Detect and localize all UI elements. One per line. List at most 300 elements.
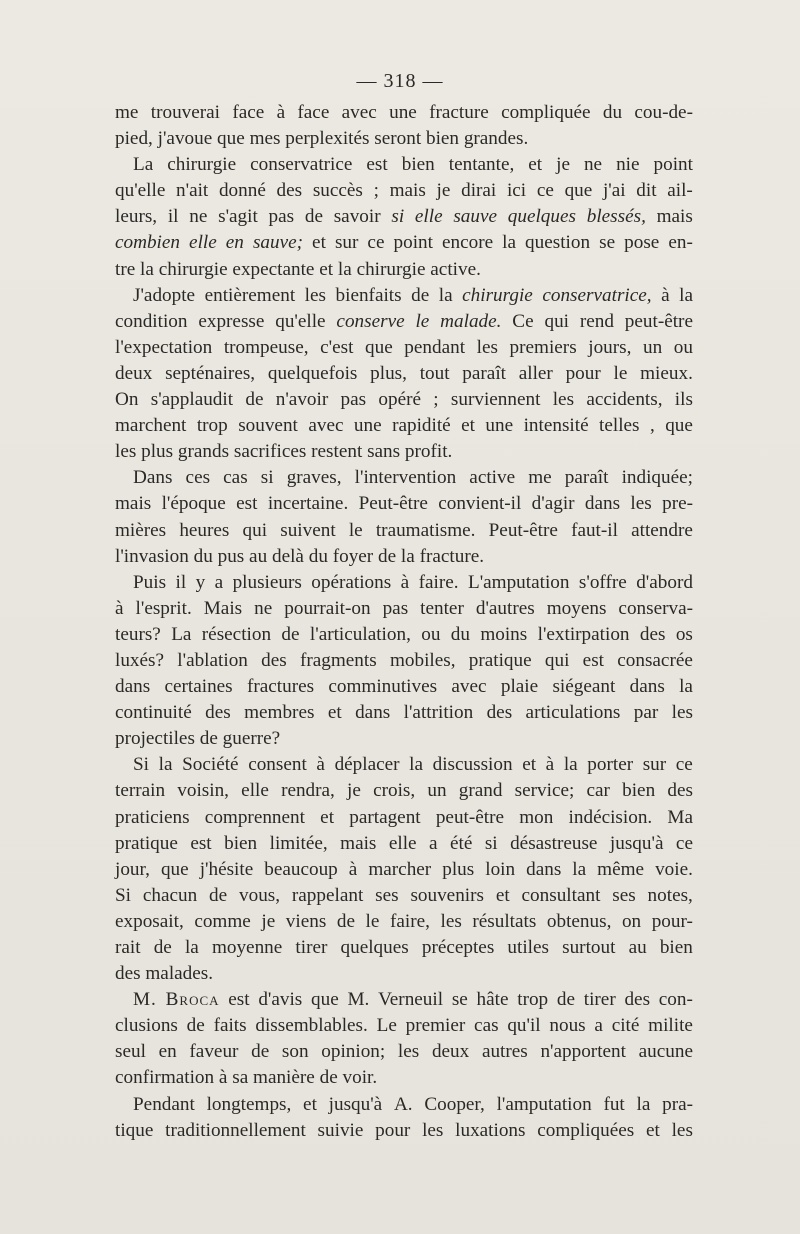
word: elle (414, 206, 443, 228)
text-line (115, 465, 693, 491)
word: est (236, 493, 258, 515)
word: nie (616, 154, 640, 176)
word: milite (648, 1015, 693, 1037)
word: M. (347, 989, 370, 1011)
word: Si (133, 754, 150, 776)
word: chirurgie (462, 284, 533, 306)
word: un (427, 780, 447, 802)
word: si (484, 832, 498, 854)
text-line (115, 805, 693, 831)
word: ; (433, 389, 439, 411)
text-line (115, 831, 693, 857)
word: exposait, (115, 910, 184, 932)
word: membres (244, 702, 315, 724)
word: il (167, 206, 179, 228)
word: praticiens (115, 806, 190, 828)
text-line (115, 648, 693, 674)
word: déplacer (334, 754, 400, 776)
word: plus (442, 858, 475, 880)
word: du (308, 545, 333, 567)
word: a (594, 1015, 603, 1037)
word: la (679, 676, 693, 698)
word: consent (248, 754, 307, 776)
word: chirurgie (356, 258, 431, 280)
word: au (249, 545, 272, 567)
word: les (476, 336, 498, 358)
word: est (366, 154, 388, 176)
word: cou-de- (634, 102, 693, 123)
text-line (115, 178, 693, 204)
word: faire. (418, 571, 459, 593)
word: qu'elle (275, 310, 326, 332)
word: avec (341, 102, 377, 123)
word: chacun (142, 884, 198, 906)
word: n'ait (176, 180, 209, 202)
word: entièrement (204, 284, 296, 306)
word: confirmation (115, 1067, 219, 1089)
word: point (653, 154, 693, 176)
word: et (495, 884, 510, 906)
word: si (391, 206, 405, 228)
word: qu'il (507, 1015, 541, 1037)
word: ce (536, 180, 554, 202)
word: mières (115, 519, 167, 541)
word: marchent (115, 415, 187, 437)
word: pose (624, 232, 660, 254)
word: compliquées (537, 1119, 635, 1141)
word: de (251, 1041, 270, 1063)
word: s'offre (578, 571, 627, 593)
word: mobiles, (389, 649, 456, 671)
word: ne (189, 206, 208, 228)
word: les (397, 1041, 420, 1063)
word: résection (201, 623, 272, 645)
word: que (217, 128, 250, 150)
word: par (633, 702, 659, 724)
word: elle (388, 832, 417, 854)
word: est (190, 832, 212, 854)
word: dans (584, 493, 621, 515)
word: succès (312, 180, 363, 202)
text-line (115, 335, 693, 361)
word: je (261, 910, 276, 932)
word: que (564, 180, 593, 202)
word: la (409, 754, 424, 776)
word: dissemblables. (255, 1015, 368, 1037)
word: des (205, 702, 231, 724)
word: souvenirs (410, 884, 484, 906)
word: intensité (523, 415, 589, 437)
word: jusqu'à (609, 832, 664, 854)
word: en (225, 232, 244, 254)
word: pas (268, 206, 295, 228)
word: dans (115, 676, 151, 698)
word: fracture. (419, 545, 485, 567)
word: La (133, 154, 154, 176)
word: suivie (317, 1119, 364, 1141)
word: active (469, 467, 516, 489)
word: con- (658, 989, 693, 1011)
text-line (115, 752, 693, 778)
word: chirurgie (158, 258, 233, 280)
word: sur (334, 232, 359, 254)
word: consacrée (617, 649, 693, 671)
text-line (115, 596, 693, 622)
word: premier (405, 1015, 466, 1037)
text-line (115, 622, 693, 648)
word: faveur (189, 1041, 239, 1063)
word: c'est (320, 336, 354, 358)
word: viens (285, 910, 327, 932)
word: trop (196, 415, 228, 437)
word: et (461, 415, 475, 437)
text-line (115, 257, 693, 283)
word: car (586, 780, 610, 802)
word: Dans (133, 467, 173, 489)
word: encore (441, 232, 494, 254)
word: des (639, 623, 666, 645)
word: voir. (342, 1067, 378, 1089)
text-line (115, 230, 693, 256)
word: Pendant (133, 1093, 195, 1115)
word: et (645, 1119, 660, 1141)
word: siégeant (552, 676, 616, 698)
word: rendra, (281, 780, 335, 802)
word: la (184, 937, 199, 958)
word: rait (115, 937, 141, 958)
word: blessés, (586, 206, 646, 228)
word: ces (185, 467, 211, 489)
speaker-name: M. (133, 989, 157, 1011)
word: pendant (404, 336, 466, 358)
word: telles (599, 415, 640, 437)
text-line (115, 909, 693, 935)
word: de (556, 989, 576, 1011)
word: à (545, 754, 555, 776)
word: teurs? (115, 623, 161, 645)
word: mais (656, 206, 693, 228)
word: j'hésite (199, 858, 254, 880)
word: aucune (638, 1041, 693, 1063)
word: tenter (420, 597, 464, 619)
word: certaines (164, 676, 233, 698)
word: qu'elle (115, 180, 166, 202)
word: manière (253, 1067, 320, 1089)
word: faits (213, 1015, 247, 1037)
word: pra- (662, 1093, 693, 1115)
word: autres (481, 1041, 528, 1063)
word: comme (194, 910, 251, 932)
word: que (311, 989, 339, 1011)
word: l'expectation (115, 336, 213, 358)
word: On (115, 389, 139, 411)
word: une (353, 415, 382, 437)
word: bienfaits (335, 284, 402, 306)
word: expectante (232, 258, 320, 280)
word: utiles (507, 937, 549, 958)
word: cas (474, 1015, 499, 1037)
word: donné (218, 180, 266, 202)
word: A. (393, 1093, 413, 1115)
word: Cooper, (424, 1093, 485, 1115)
word: en (158, 1041, 177, 1063)
word: tout (419, 362, 450, 384)
word: mais (115, 493, 152, 515)
word: articulations (525, 702, 621, 724)
word: crois, (373, 780, 416, 802)
text-line (115, 126, 693, 152)
word: pratique (468, 649, 532, 671)
word: ne (583, 154, 603, 176)
word: beaucoup (264, 858, 338, 880)
word: condition (115, 310, 188, 332)
word: la (572, 858, 587, 880)
word: me (115, 102, 139, 123)
word: luxés? (115, 649, 165, 671)
word: à (316, 754, 325, 776)
word: nous (549, 1015, 586, 1037)
word: moins (480, 623, 528, 645)
word: des (115, 963, 146, 985)
word: pratique (115, 832, 178, 854)
word: et (528, 154, 543, 176)
word: Si (115, 884, 132, 906)
word: deux (115, 362, 153, 384)
text-line (115, 674, 693, 700)
word: les (304, 284, 326, 306)
word: heures (179, 519, 230, 541)
word: convient-il (438, 493, 522, 515)
word: et (522, 754, 537, 776)
word: savoir (333, 206, 381, 228)
word: projectiles (115, 728, 200, 750)
word: grand (458, 780, 503, 802)
word: guerre? (222, 728, 281, 750)
word: la (158, 754, 173, 776)
word: grandes. (463, 128, 529, 150)
word: une (389, 102, 417, 123)
word: surviennent (450, 389, 541, 411)
word: l'invasion (115, 545, 194, 567)
word: pour- (651, 910, 693, 932)
text-line (115, 544, 693, 570)
word: graves, (286, 467, 342, 489)
word: elle (189, 232, 217, 254)
word: avec (451, 676, 487, 698)
word: préceptes (421, 937, 495, 958)
word: La (171, 623, 192, 645)
word: et (327, 702, 342, 724)
word: active. (430, 258, 481, 280)
word: le (348, 519, 363, 541)
word: rapidité (392, 415, 451, 437)
word: pas (382, 597, 409, 619)
word: la (679, 284, 693, 306)
word: suivent (280, 519, 336, 541)
word: faire, (389, 910, 430, 932)
word: peut-être (624, 310, 693, 332)
word: hâte (476, 989, 509, 1011)
word: à (115, 597, 124, 619)
word: moyenne (211, 937, 283, 958)
word: la (400, 545, 420, 567)
word: dans (629, 676, 665, 698)
word: pied, (115, 128, 158, 150)
word: malades. (145, 963, 214, 985)
word: la (337, 258, 357, 280)
word: pas (340, 389, 367, 411)
word: est (582, 649, 604, 671)
word: les (671, 1119, 693, 1141)
word: la (140, 258, 159, 280)
word: les (115, 441, 142, 463)
word: dit (636, 180, 657, 202)
word: Peut-être (358, 493, 428, 515)
word: jour, (115, 858, 150, 880)
word: quelques (507, 206, 576, 228)
word: paraît (564, 467, 609, 489)
text-line (115, 1092, 693, 1118)
word: l'amputation (496, 1093, 592, 1115)
word: de (186, 1015, 205, 1037)
word: fragments (299, 649, 377, 671)
word: conserva- (618, 597, 693, 619)
text-line (115, 700, 693, 726)
text-line (115, 518, 693, 544)
word: d'autres (475, 597, 535, 619)
word: voie. (655, 858, 693, 880)
word: delà (271, 545, 309, 567)
word: tirer (295, 937, 328, 958)
word: sans (367, 441, 405, 463)
word: a (429, 832, 438, 854)
word: service; (514, 780, 575, 802)
word: moyens (546, 597, 607, 619)
word: ou (421, 623, 441, 645)
word: j'ai (602, 180, 626, 202)
word: face (232, 102, 265, 123)
word: dans (526, 858, 562, 880)
text-line (115, 283, 693, 309)
word: se (599, 232, 616, 254)
word: à (218, 1067, 233, 1089)
word: opéré (378, 389, 421, 411)
word: y (195, 571, 206, 593)
word: quelques (340, 937, 409, 958)
word: tre (115, 258, 141, 280)
text-line (115, 413, 693, 439)
word: compliquée (501, 102, 591, 123)
word: du (450, 623, 470, 645)
word: marcher (368, 858, 432, 880)
word: elle (241, 780, 269, 802)
word: combien (115, 232, 181, 254)
text-line (115, 570, 693, 596)
word: des (276, 180, 303, 202)
word: trompeuse, (223, 336, 309, 358)
word: l'ablation (177, 649, 248, 671)
word: clusions (115, 1015, 178, 1037)
word: ail- (667, 180, 693, 202)
word: qui (242, 519, 268, 541)
word: trop (517, 989, 549, 1011)
word: de (378, 545, 401, 567)
word: et (319, 258, 338, 280)
word: à (348, 858, 358, 880)
text-line (115, 309, 693, 335)
word: conservatrice (250, 154, 353, 176)
word: septénaires, (165, 362, 256, 384)
word: mes (249, 128, 286, 150)
text-line (115, 883, 693, 909)
text-line (115, 204, 693, 230)
word: pre- (662, 493, 693, 515)
word: son (281, 1041, 309, 1063)
word: indiquée; (621, 467, 693, 489)
word: je (556, 154, 570, 176)
word: sauve (453, 206, 498, 228)
word: profit. (404, 441, 453, 463)
word: désastreuse (510, 832, 598, 854)
word: perplexités (285, 128, 375, 150)
word: face (297, 102, 330, 123)
text-line (115, 439, 693, 465)
word: d'abord (636, 571, 693, 593)
word: leurs, (115, 206, 158, 228)
word: les (422, 1119, 444, 1141)
word: se (451, 989, 468, 1011)
word: tentante, (448, 154, 515, 176)
text-line (115, 1013, 693, 1039)
word: été (449, 832, 473, 854)
word: les (552, 389, 575, 411)
word: de (336, 910, 355, 932)
word: pour (565, 362, 601, 384)
word: la (502, 232, 517, 254)
text-line (115, 100, 693, 126)
word: discussion (432, 754, 513, 776)
word: consultant (521, 884, 601, 906)
word: une (485, 415, 514, 437)
word: incertaine. (267, 493, 349, 515)
word: avec (308, 415, 344, 437)
word: ; (373, 180, 379, 202)
word: , (649, 415, 655, 437)
word: souvent (238, 415, 298, 437)
word: le (365, 910, 380, 932)
word: au (628, 937, 647, 958)
word: trouverai (150, 102, 221, 123)
word: me (528, 467, 552, 489)
word: chirurgie (167, 154, 237, 176)
word: mon (519, 806, 554, 828)
word: obtenus, (546, 910, 612, 932)
word: L'amputation (467, 571, 570, 593)
word: du (602, 102, 623, 123)
word: les (440, 910, 462, 932)
text-line (115, 778, 693, 804)
word: et (303, 1093, 317, 1115)
word: de (209, 884, 228, 906)
word: point (393, 232, 433, 254)
word: faut-il (571, 519, 618, 541)
word: peut-être (435, 806, 505, 828)
word: les (630, 493, 652, 515)
word: cas (223, 467, 248, 489)
word: quelquefois (267, 362, 358, 384)
word: Verneuil (378, 989, 444, 1011)
word: l'attrition (403, 702, 474, 724)
